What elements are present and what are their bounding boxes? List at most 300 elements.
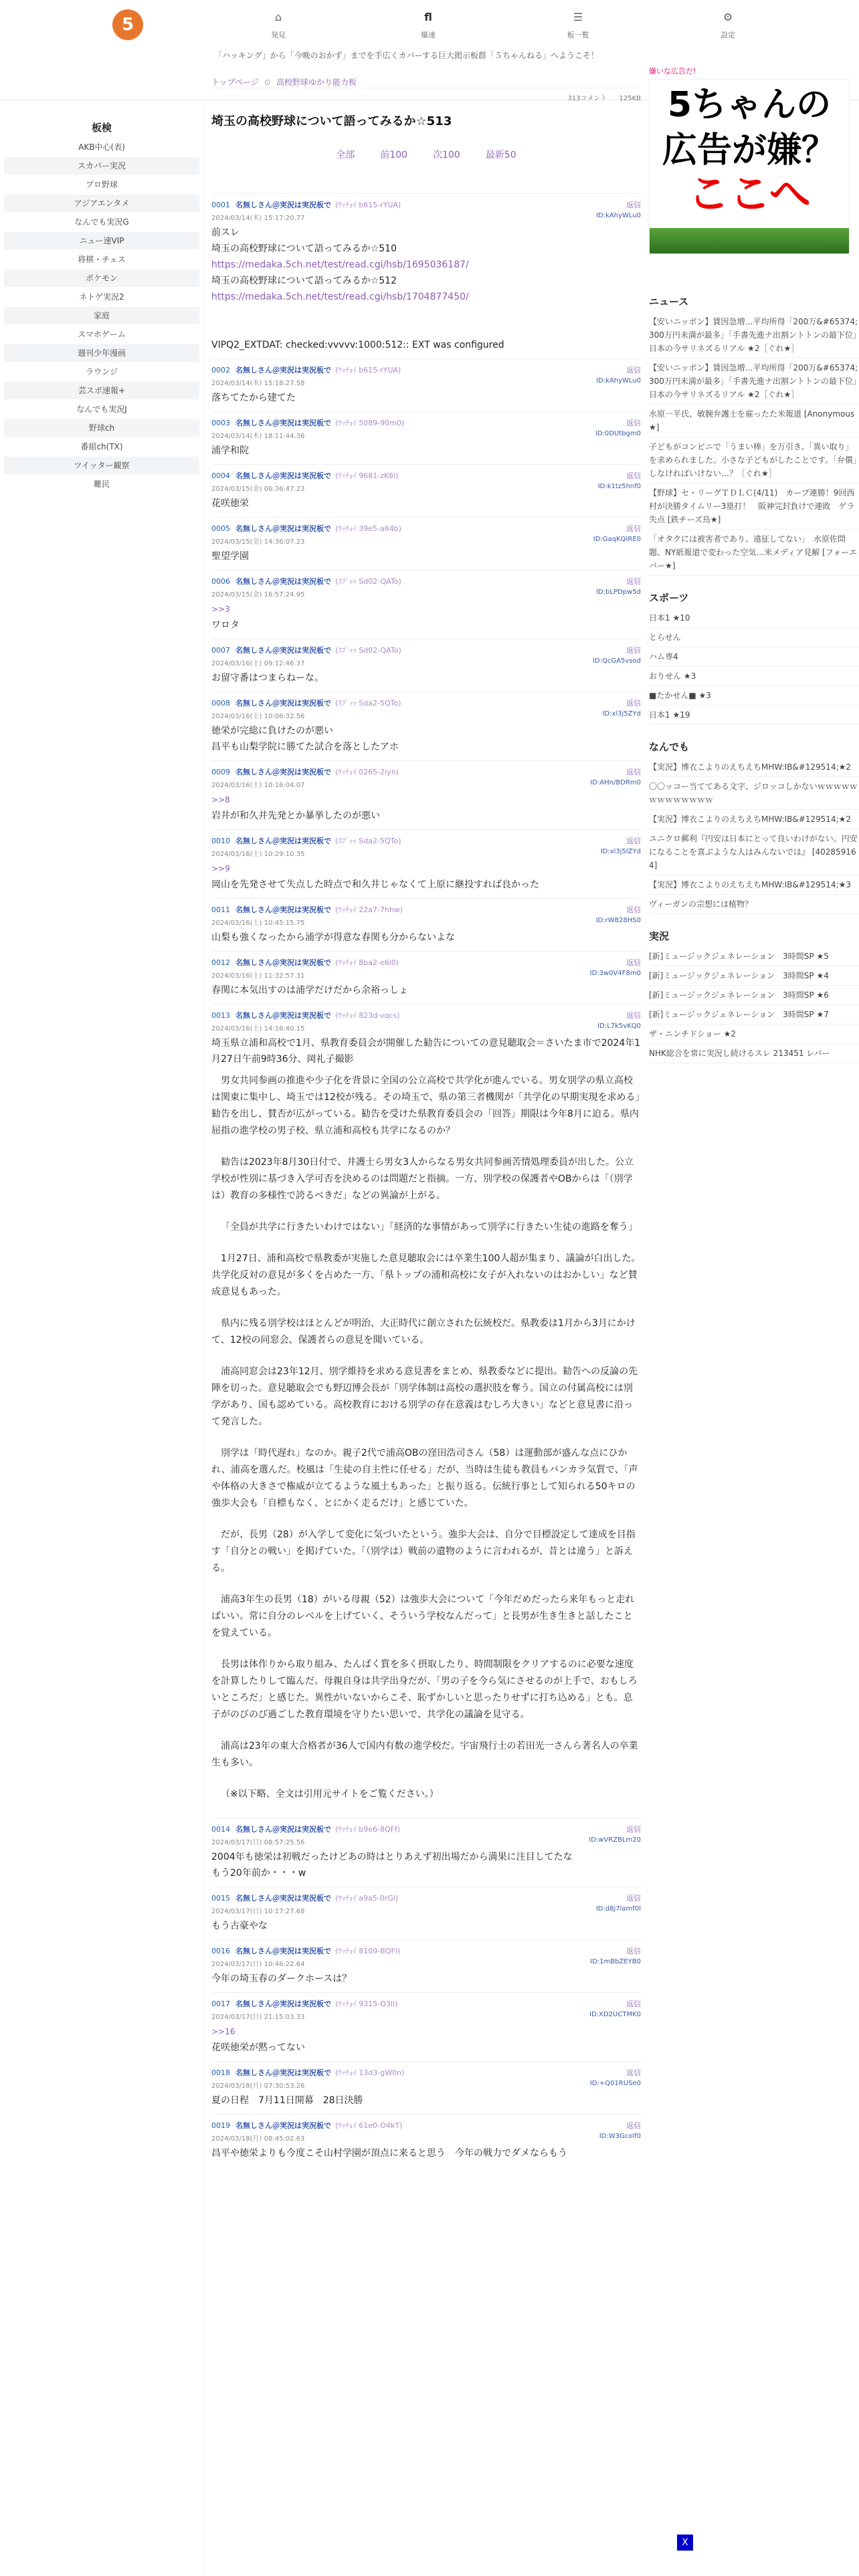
misc-item[interactable]: ユニクロ郵利『円安は日本にとって良いわけがない。円安になることを喜ぶような人はみんないでは』 [402859164]: [649, 829, 859, 875]
post-text: 埼玉県立浦和高校で1月、県教育委員会が開催した勧告についての意見聴取会＝さいたま市で2024年1月27日午前9時36分、岡礼子撮影: [211, 1038, 641, 1065]
post: [211, 358, 641, 406]
ad-banner[interactable]: [649, 79, 850, 254]
ad-label[interactable]: 嫌いな広告だ!: [649, 67, 696, 76]
article-paragraph: 浦高3年生の長男（18）がいる母親（52）は強歩大会について「今年だめだったら来年もっと走ればいい。常に自分のレベルを上げていく、そういう学校なんだって」と長男が生き生きと話したことを覚えている。: [211, 1594, 635, 1638]
post-id[interactable]: ID:L7k5vKQ0: [597, 1023, 641, 1030]
post-subheader: [211, 2133, 641, 2143]
post: [211, 464, 641, 512]
post-subheader: [211, 1958, 641, 1968]
post-subheader: [211, 710, 641, 720]
pager-next100[interactable]: 次100: [433, 150, 460, 160]
misc-item[interactable]: 【実況】博衣こよりのえちえちMHW:IB&#129514;★2: [649, 810, 859, 829]
post-id[interactable]: ID:XD2UCTMK0: [589, 2011, 641, 2018]
post-number[interactable]: 0004: [211, 471, 230, 480]
sports-item[interactable]: とらせん: [649, 628, 859, 647]
post-url-link[interactable]: https://medaka.5ch.net/test/read.cgi/hsb/1704877450/: [211, 292, 469, 302]
post-author: 名無しさん＠実況は実況板で: [235, 2000, 331, 2008]
post-header: [211, 645, 641, 655]
post-id[interactable]: ID:0DUtbgm0: [595, 430, 641, 437]
post-number[interactable]: 0009: [211, 768, 230, 776]
nav-fast[interactable]: fl 爆速: [421, 11, 436, 39]
sidebar-item[interactable]: 野球ch: [4, 419, 199, 437]
post-id[interactable]: ID:wVRZBLm20: [589, 1836, 641, 1844]
reply-button[interactable]: 返信: [626, 419, 641, 427]
reply-button[interactable]: 返信: [626, 524, 641, 533]
post-anchor-link[interactable]: >>8: [211, 795, 230, 804]
post-trip: (ﾜｯﾁｮｲ 8109-BQFl): [335, 1947, 401, 1955]
post-author: 名無しさん＠実況は実況板で: [235, 2068, 331, 2077]
nav-boards[interactable]: ☰ 板一覧: [567, 11, 589, 39]
reply-button[interactable]: 返信: [626, 471, 641, 480]
post-id[interactable]: ID:xl3j5lZYd: [600, 848, 641, 855]
post-header: [211, 835, 641, 846]
nav-settings[interactable]: ⚙ 設定: [721, 11, 735, 39]
post: [211, 570, 641, 633]
post-trip: (ﾜｯﾁｮｲ a9a5-0rGl): [335, 1894, 399, 1903]
post-date: 2024/03/15(金) 14:36:07.23: [211, 538, 305, 546]
flame-icon: fl: [424, 11, 432, 23]
breadcrumb-board[interactable]: 高校野球ゆかり能力板: [276, 78, 357, 87]
post-trip: (ﾜｯﾁｮｲ 13d3-gW0n): [335, 2068, 405, 2077]
gear-icon: ⚙: [723, 11, 733, 23]
misc-item[interactable]: 【実況】博衣こよりのえちえちMHW:IB&#129514;★2: [649, 758, 859, 777]
post-body: [211, 2092, 641, 2109]
post: [211, 411, 641, 459]
post-text: 岩井が和久井先発とか暴挙したのが悪い: [211, 811, 380, 821]
news-heading: ニュース: [649, 296, 689, 308]
post-header: [211, 904, 641, 915]
post-author: 名無しさん＠実況は実況板で: [235, 1947, 331, 1955]
sidebar-item[interactable]: AKB中心(表): [4, 138, 199, 156]
sidebar-item[interactable]: 将棋・チェス: [4, 251, 199, 268]
post-anchor-link[interactable]: >>3: [211, 605, 230, 614]
reply-button[interactable]: 返信: [626, 2000, 641, 2008]
post-header: [211, 576, 641, 586]
post-subheader: [211, 848, 641, 858]
post-anchor-link[interactable]: >>9: [211, 864, 230, 873]
post-author: 名無しさん＠実況は実況板で: [235, 2121, 331, 2130]
pager-latest50[interactable]: 最新50: [485, 150, 516, 160]
post-number[interactable]: 0012: [211, 958, 230, 967]
post-body: [211, 2145, 641, 2161]
misc-item[interactable]: ヴィーガンの宗想には植物？: [649, 895, 859, 914]
post-number[interactable]: 0018: [211, 2068, 230, 2077]
ad-line-3: ここへ: [688, 169, 811, 218]
post-trip: (ﾜｯﾁｮｲ 22a7-7hhw): [335, 905, 403, 914]
post-id[interactable]: ID:bLPDpw5d: [596, 588, 641, 596]
post-trip: (ｽﾌﾟｯｯ Sd02-QATo): [335, 646, 401, 655]
sports-list: [649, 609, 859, 725]
post-number[interactable]: 0015: [211, 1894, 230, 1903]
post-text: ワロタ: [211, 620, 240, 631]
post-body: [211, 1035, 641, 1067]
reply-button[interactable]: 返信: [626, 699, 641, 708]
post-number[interactable]: 0001: [211, 201, 230, 209]
post-date: 2024/03/17(日) 10:17:27.68: [211, 1908, 305, 1915]
post-body: [211, 496, 641, 512]
reply-button[interactable]: 返信: [626, 1947, 641, 1955]
post-author: 名無しさん＠実況は実況板で: [235, 905, 331, 914]
post-id[interactable]: ID:GaqKQIRE0: [593, 536, 641, 543]
post-number[interactable]: 0010: [211, 837, 230, 845]
post-body: [211, 390, 641, 406]
sidebar-item[interactable]: ツイッター観察: [4, 457, 199, 474]
ad-line-2: 広告が嫌？: [662, 130, 836, 171]
post-subheader: [211, 212, 641, 222]
post-text: 夏の日程 7月11日開幕 28日決勝: [211, 2095, 363, 2106]
pager: [211, 148, 641, 161]
news-item[interactable]: 「オタクには被害者であり、遠征してない」 水原佐問題、NY紙報道で変わった空気…米メディア見解 [フォーエバー★]: [649, 530, 859, 576]
post: [211, 1818, 641, 1881]
sidebar-item[interactable]: なんでも実況G: [4, 213, 199, 231]
post-subheader: [211, 917, 641, 927]
post-author: 名無しさん＠実況は実況板で: [235, 699, 331, 708]
post: [211, 898, 641, 946]
post-header: [211, 1010, 641, 1021]
post-text: 聖望学園: [211, 551, 249, 562]
live-heading: 実況: [649, 930, 670, 942]
post-header: [211, 2120, 641, 2131]
sidebar-item[interactable]: プロ野球: [4, 176, 199, 193]
sidebar-item[interactable]: スカパー実況: [4, 157, 199, 175]
post-author: 名無しさん＠実況は実況板で: [235, 524, 331, 533]
thread-size: 125KB: [619, 95, 641, 102]
post-subheader: [211, 536, 641, 546]
reply-button[interactable]: 返信: [626, 577, 641, 586]
post-id[interactable]: ID:QcGA5vsod: [593, 657, 641, 665]
post-id[interactable]: ID:W3Gcolf0: [599, 2133, 641, 2140]
post: [211, 517, 641, 564]
post-header: [211, 199, 641, 210]
live-item[interactable]: [新]ミュージックジェネレーション 3時間SP ★7: [649, 1005, 859, 1025]
sidebar-item[interactable]: ネトゲ実況2: [4, 288, 199, 306]
post-text: 徳栄が完総に負けたのが悪い 昌平も山梨学院に勝てた試合を落としたアホ: [211, 726, 399, 752]
post-header: [211, 523, 641, 534]
ad-grass-graphic: [650, 228, 850, 253]
post-id[interactable]: ID:xl3j5ZYd: [602, 710, 641, 718]
sidebar-item[interactable]: 芸スポ速報+: [4, 382, 199, 399]
post-text: 花咲徳栄が黙ってない: [211, 2042, 305, 2053]
breadcrumb: [211, 74, 641, 88]
post-author: 名無しさん＠実況は実況板で: [235, 419, 331, 427]
post-author: 名無しさん＠実況は実況板で: [235, 837, 331, 845]
reply-button[interactable]: 返信: [626, 646, 641, 655]
post-list: [211, 193, 641, 1067]
sidebar-item[interactable]: 家庭: [4, 307, 199, 324]
misc-item[interactable]: 〇〇ッコー当ててある文字、ジロッコしかないｗｗｗｗｗｗｗｗｗｗｗｗｗ: [649, 777, 859, 810]
sidebar-item[interactable]: なんでも実況J: [4, 401, 199, 418]
post-date: 2024/03/16(土) 10:29:10.35: [211, 851, 305, 858]
post-trip: (ﾜｯﾁｮｲ 823d-vqcs): [335, 1011, 400, 1020]
sports-item[interactable]: 日本1 ★19: [649, 706, 859, 725]
post-text: 岡山を先発させて失点した時点で和久井じゃなくて上原に継投すれば良かった: [211, 879, 539, 890]
post-subheader: [211, 2011, 641, 2021]
post-text: 埼玉の高校野球について語ってみるか☆512: [211, 276, 397, 286]
post-body: [211, 1971, 641, 1987]
post-body: [211, 225, 641, 353]
post-number[interactable]: 0014: [211, 1825, 230, 1834]
reply-button[interactable]: 返信: [626, 1011, 641, 1020]
post-number[interactable]: 0019: [211, 2121, 230, 2130]
nav-discover[interactable]: ⌂ 発見: [271, 11, 286, 39]
post-trip: (ｽﾌﾟｯｯ Sda2-5QTo): [335, 699, 401, 708]
post-id[interactable]: ID:rW828HS0: [595, 917, 641, 924]
post: [211, 193, 641, 353]
post-body: [211, 548, 641, 564]
news-item[interactable]: 水原一平氏、敏腕弁護士を雇ったた米報道 [Anonymous★]: [649, 405, 859, 437]
post-date: 2024/03/14(木) 18:11:44.36: [211, 433, 305, 440]
post-trip: (ﾜｯﾁｮｲ b615-rYUA): [335, 201, 401, 209]
sidebar-item[interactable]: 難民: [4, 475, 199, 493]
post-date: 2024/03/14(木) 15:17:20.77: [211, 215, 305, 222]
post-date: 2024/03/16(土) 14:16:40.15: [211, 1025, 305, 1033]
post-text: 浦学和院: [211, 445, 249, 456]
post-date: 2024/03/17(日) 08:57:25.56: [211, 1839, 305, 1846]
post: [211, 760, 641, 824]
post-header: [211, 1998, 641, 2009]
post-subheader: [211, 483, 641, 493]
reply-button[interactable]: 返信: [626, 366, 641, 374]
post-subheader: [211, 2080, 641, 2090]
post-date: 2024/03/16(土) 09:12:46.37: [211, 660, 305, 667]
post-number[interactable]: 0017: [211, 2000, 230, 2008]
reply-button[interactable]: 返信: [626, 1825, 641, 1834]
post-author: 名無しさん＠実況は実況板で: [235, 958, 331, 967]
live-item[interactable]: [新]ミュージックジェネレーション 3時間SP ★6: [649, 986, 859, 1005]
post-subheader: [211, 1905, 641, 1915]
article-paragraph: （※以下略、全文は引用元サイトをご覧ください。）: [221, 1789, 439, 1800]
news-item[interactable]: 【野球】セ・リーグＴＤＬＣ(4/11) カープ連勝！9回西村が決勝タイムリー3塁打！ 阪神完封負けで連敗 ゲラ失点 [鉄チーズ烏★]: [649, 484, 859, 530]
news-item[interactable]: 子どもがコンビニで「うまい棒」を万引き、「異い取り」を求められました。小さな子どもがしたことです。「弁償」しなければいけない…？［ぐれ★］: [649, 437, 859, 484]
post-number[interactable]: 0016: [211, 1947, 230, 1955]
post-trip: (ﾜｯﾁｮｲ b615-rYUA): [335, 366, 401, 374]
post-url-link[interactable]: https://medaka.5ch.net/test/read.cgi/hsb/1695036187/: [211, 259, 469, 270]
post-date: 2024/03/16(土) 11:32:57.31: [211, 972, 305, 980]
post-header: [211, 766, 641, 777]
post-subheader: [211, 779, 641, 789]
reply-button[interactable]: 返信: [626, 905, 641, 914]
sidebar-item[interactable]: 番組ch(TX): [4, 438, 199, 455]
post-date: 2024/03/17(日) 10:46:22.64: [211, 1961, 305, 1968]
board-sidebar: [0, 100, 204, 2576]
live-item[interactable]: ザ・ニンチドショー ★2: [649, 1025, 859, 1044]
post-trip: (ｽﾌﾟｯｯ Sda2-5QTo): [335, 837, 401, 845]
post-subheader: [211, 430, 641, 440]
sidebar-title: 板検: [91, 122, 112, 134]
sports-item[interactable]: ハム専4: [649, 647, 859, 667]
post-author: 名無しさん＠実況は実況板で: [235, 201, 331, 209]
post-author: 名無しさん＠実況は実況板で: [235, 366, 331, 374]
board-list: [0, 138, 203, 493]
post-header: [211, 364, 641, 375]
post-trip: (ﾜｯﾁｮｲ 5089-90m0): [335, 419, 405, 427]
post-trip: (ｽﾌﾟｯｯ Sd02-QATo): [335, 577, 401, 586]
reply-button[interactable]: 返信: [626, 768, 641, 776]
post-subheader: [211, 588, 641, 599]
sidebar-item[interactable]: 週刊少年漫画: [4, 344, 199, 362]
post-date: 2024/03/16(土) 10:45:15.75: [211, 920, 305, 927]
post-subheader: [211, 377, 641, 387]
post-number[interactable]: 0003: [211, 419, 230, 427]
article-quote: [211, 1073, 641, 1803]
close-ad-button[interactable]: X: [677, 2535, 693, 2551]
misc-item[interactable]: 【実況】博衣こよりのえちえちMHW:IB&#129514;★3: [649, 875, 859, 895]
post-subheader: [211, 1836, 641, 1846]
pager-all[interactable]: 全部: [336, 150, 355, 160]
post-author: 名無しさん＠実況は実況板で: [235, 1825, 331, 1834]
post-body: [211, 2024, 641, 2056]
live-list: [649, 947, 859, 1063]
live-item[interactable]: [新]ミュージックジェネレーション 3時間SP ★4: [649, 966, 859, 986]
post-body: [211, 601, 641, 633]
reply-button[interactable]: 返信: [626, 837, 641, 845]
sports-item[interactable]: ■たかせん■ ★3: [649, 686, 859, 706]
post-trip: (ﾜｯﾁｮｲ 9315-Q3Il): [335, 2000, 398, 2008]
post-id[interactable]: ID:AHn/BDRm0: [590, 779, 641, 786]
news-item[interactable]: 【安いニッポン】賃因急増…平均所得「200万&#65374;300万円未満が最多」「手書先進ナ出割ントトンの最下位」日本の今サリネズるリアル ★2［ぐれ★］: [649, 312, 859, 358]
header-ticker: 「ハッキング」から「今晩のおかず」までを手広くカバーする巨大掲示板群「５ちゃんねる」へようこそ！: [214, 51, 599, 60]
post-header: [211, 1893, 641, 1903]
post-number[interactable]: 0008: [211, 699, 230, 708]
misc-list: [649, 758, 859, 914]
post-id[interactable]: ID:+Q01RUSe0: [589, 2080, 641, 2087]
pager-prev100[interactable]: 前100: [380, 150, 408, 160]
post-author: 名無しさん＠実況は実況板で: [235, 768, 331, 776]
post: [211, 829, 641, 893]
post-id[interactable]: ID:k1tz5hnf0: [597, 483, 641, 490]
post-number[interactable]: 0006: [211, 577, 230, 586]
post-header: [211, 1945, 641, 1956]
post-list-continued: [211, 1818, 641, 2161]
reply-button[interactable]: 返信: [626, 201, 641, 209]
sidebar-item[interactable]: ラウンジ: [4, 363, 199, 381]
post-number[interactable]: 0002: [211, 366, 230, 374]
article-paragraph: 男女共同参画の推進や少子化を背景に全国の公立高校で共学化が進んでいる。男女別学の県立高校は関東に集中し、埼玉では12校が残る。その埼玉で、県の第三者機関が「共学化の早期実現を求める」勧告を出し、賛否が広がっている。勧告を受けた県教育委員会の「回答」期限は今年8月に迫る。県内屈指の進学校の男子校、県立浦和高校も共学になるのか？: [211, 1075, 640, 1136]
right-sidebar: [649, 66, 859, 1063]
post-anchor-link[interactable]: >>16: [211, 2027, 235, 2036]
article-paragraph: 浦高は23年の東大合格者が36人で国内有数の進学校だ。宇宙飛行士の若田光一さんら著名人の卒業生も多い。: [211, 1741, 638, 1768]
post-text: 春関に本気出すのは浦学だけだから余裕っしょ: [211, 985, 408, 996]
article-paragraph: 「全員が共学に行きたいわけではない」「経済的な事情があって別学に行きたい生徒の進路を奪う」: [221, 1222, 638, 1232]
breadcrumb-home[interactable]: トップページ: [211, 78, 259, 87]
post-body: [211, 443, 641, 459]
post: [211, 1939, 641, 1987]
post-header: [211, 1824, 641, 1834]
post-trip: (ﾜｯﾁｮｲ 39e5-a64b): [335, 524, 402, 533]
post-text: 2004年も徳栄は初戦だったけどあの時はとりあえず初出場だから満果に注目してたな もう20年前か・・・w: [211, 1852, 573, 1879]
list-icon: ☰: [573, 11, 583, 23]
post: [211, 691, 641, 755]
reply-button[interactable]: 返信: [626, 1894, 641, 1903]
post-header: [211, 697, 641, 708]
sidebar-item[interactable]: ポケモン: [4, 270, 199, 287]
sports-item[interactable]: 日本1 ★10: [649, 609, 859, 628]
post-text: お留守番はつまらねーな。: [211, 673, 324, 683]
post: [211, 1992, 641, 2056]
post-number[interactable]: 0013: [211, 1011, 230, 1020]
sidebar-item[interactable]: ニュー速VIP: [4, 232, 199, 249]
post-date: 2024/03/15(金) 06:36:47.23: [211, 486, 305, 493]
post-body: [211, 861, 641, 893]
post-trip: (ﾜｯﾁｮｲ b9e6-8QFf): [335, 1825, 401, 1834]
article-paragraph: 勧告は2023年8月30日付で、井護士ら男女3人からなる男女共同参画苦情処理委員が出した。公立学校が性別に基づき入学可否を決めるのは問題だと指摘。一方、別学校の保護者やOBからは「（別学は）教育の多様性で誇るべきだ」などの異論が上がる。: [211, 1157, 634, 1201]
post-trip: (ﾜｯﾁｮｲ 8ba2-e6l0): [335, 958, 399, 967]
sidebar-item[interactable]: スマホゲーム: [4, 326, 199, 343]
post: [211, 1887, 641, 1934]
thread-meta: [211, 92, 641, 102]
post-text: もう古豪やな: [211, 1921, 268, 1931]
article-paragraph: 1月27日、浦和高校で県教委が実施した意見聴取会には卒業生100人超が集まり、議論が白出した。共学化反対の意見が多くを占めた一方、「県トップの浦和高校に女子が入れないのはおかしい」など賛成意見もあった。: [211, 1253, 641, 1297]
post-id[interactable]: ID:3w0V4F8m0: [589, 970, 641, 977]
post-id[interactable]: ID:1mBbZEYB0: [590, 1958, 641, 1965]
post-text: 今年の埼玉春のダークホースは？: [211, 1973, 352, 1984]
post-text: VIPQ2_EXTDAT: checked:vvvvv:1000:512:: EXT was configured: [211, 340, 504, 350]
post-author: 名無しさん＠実況は実況板で: [235, 471, 331, 480]
post-number[interactable]: 0011: [211, 905, 230, 914]
live-item[interactable]: [新]ミュージックジェネレーション 3時間SP ★5: [649, 947, 859, 966]
reply-button[interactable]: 返信: [626, 958, 641, 967]
post-text: 前スレ 埼玉の高校野球について語ってみるか☆510: [211, 227, 397, 254]
reply-button[interactable]: 返信: [626, 2068, 641, 2077]
post-header: [211, 2067, 641, 2078]
sidebar-item[interactable]: アジアエンタメ: [4, 195, 199, 212]
post-number[interactable]: 0005: [211, 524, 230, 533]
article-paragraph: 別学は「時代遅れ」なのか。親子2代で浦高OBの窪田浩司さん（58）は運動部が盛んな点にひかれ、浦高を選んだ。校風は「生徒の自主性に任せる」だが、当時は生徒も教員もバンカラ気質で、「声や体格の大きさで権威が立てるような風土もあった」と振り返る。伝統行事として知られる50キロの強歩大会も「自標もなく、とにかく走るだけ」と感じていた。: [211, 1448, 638, 1509]
sports-item[interactable]: おりせん ★3: [649, 667, 859, 686]
post-id[interactable]: ID:d8j7lamf0l: [595, 1905, 641, 1913]
post: [211, 951, 641, 998]
live-item[interactable]: NHK総合を常に実況し続けるスレ 213451 レバー: [649, 1044, 859, 1063]
thread-title: 埼玉の高校野球について語ってみるか☆513: [211, 114, 452, 128]
post-body: [211, 723, 641, 755]
post-header: [211, 417, 641, 428]
post: [211, 1004, 641, 1067]
post-body: [211, 792, 641, 824]
post-author: 名無しさん＠実況は実況板で: [235, 1894, 331, 1903]
post-text: 山梨も強くなったから浦学が得意な春関も分からないよな: [211, 932, 455, 943]
reply-button[interactable]: 返信: [626, 2121, 641, 2130]
article-paragraph: 長男は体作りから取り組み、たんぱく質を多く摂取したり、時間制限をクリアするのに必要な速度を計算したりして臨んだ。母親自身は共学出身だが、「男の子を今ら気にさせるのが上手で、おもしろいところだ」と感じた。異性がいないからこそ、恥ずかしいと思ったりせずに打ち込める」とも。息子がのびのび過ごした教育環境を守りたい思いで、共学化の議論を見守る。: [211, 1659, 638, 1720]
post-header: [211, 470, 641, 481]
news-list: [649, 312, 859, 576]
post-subheader: [211, 1023, 641, 1033]
post: [211, 2061, 641, 2109]
article-paragraph: 浦高同窓会は23年12月、別学維持を求める意見書をまとめ、県教委などに提出。勧告への反論の先陣を切った。意見聴取会でも野辺博会長が「別学体制は高校の選択肢を奪う。国立の付属高校には別学があり、国も認めている。高校教育における別学の存在意義はむしろ大きい」などと意見書に沿って発言した。: [211, 1366, 638, 1427]
home-icon: ⌂: [274, 11, 282, 23]
comment-count: 313コメント: [567, 95, 607, 102]
post-body: [211, 1918, 641, 1934]
news-item[interactable]: 【安いニッポン】賃因急増…平均所得「200万&#65374;300万円未満が最多」「手書先進ナ出割ントトンの最下位」日本の今サリネズるリアル ★2［ぐれ★］: [649, 358, 859, 405]
post-body: [211, 982, 641, 998]
site-logo[interactable]: 5: [112, 9, 143, 40]
ad-line-1: 5ちゃんの: [667, 85, 832, 125]
post-number[interactable]: 0007: [211, 646, 230, 655]
post-header: [211, 957, 641, 968]
post-text: 花咲徳栄: [211, 498, 249, 509]
post-subheader: [211, 657, 641, 667]
post: [211, 639, 641, 686]
post-text: 昌平や徳栄よりも今度こそ山村学園が頂点に来ると思う 今年の戦力でダメならもう: [211, 2148, 567, 2159]
post-subheader: [211, 970, 641, 980]
article-paragraph: 県内に残る別学校はほとんどが明治、大正時代に創立された伝統校だ。県教委は1月から3月にかけて、12校の同窓会、保護者らの意見を聞いている。: [211, 1318, 636, 1346]
post-date: 2024/03/17(日) 21:15:03.33: [211, 2014, 305, 2021]
post-date: 2024/03/14(木) 15:18:27.58: [211, 380, 305, 387]
post-id[interactable]: ID:kAhyWLu0: [596, 212, 641, 219]
post-body: [211, 930, 641, 946]
post-date: 2024/03/15(金) 16:57:24.95: [211, 591, 305, 599]
post-trip: (ﾜｯﾁｮｲ 9681-zK6l): [335, 471, 399, 480]
post-id[interactable]: ID:kAhyWLu0: [596, 377, 641, 385]
